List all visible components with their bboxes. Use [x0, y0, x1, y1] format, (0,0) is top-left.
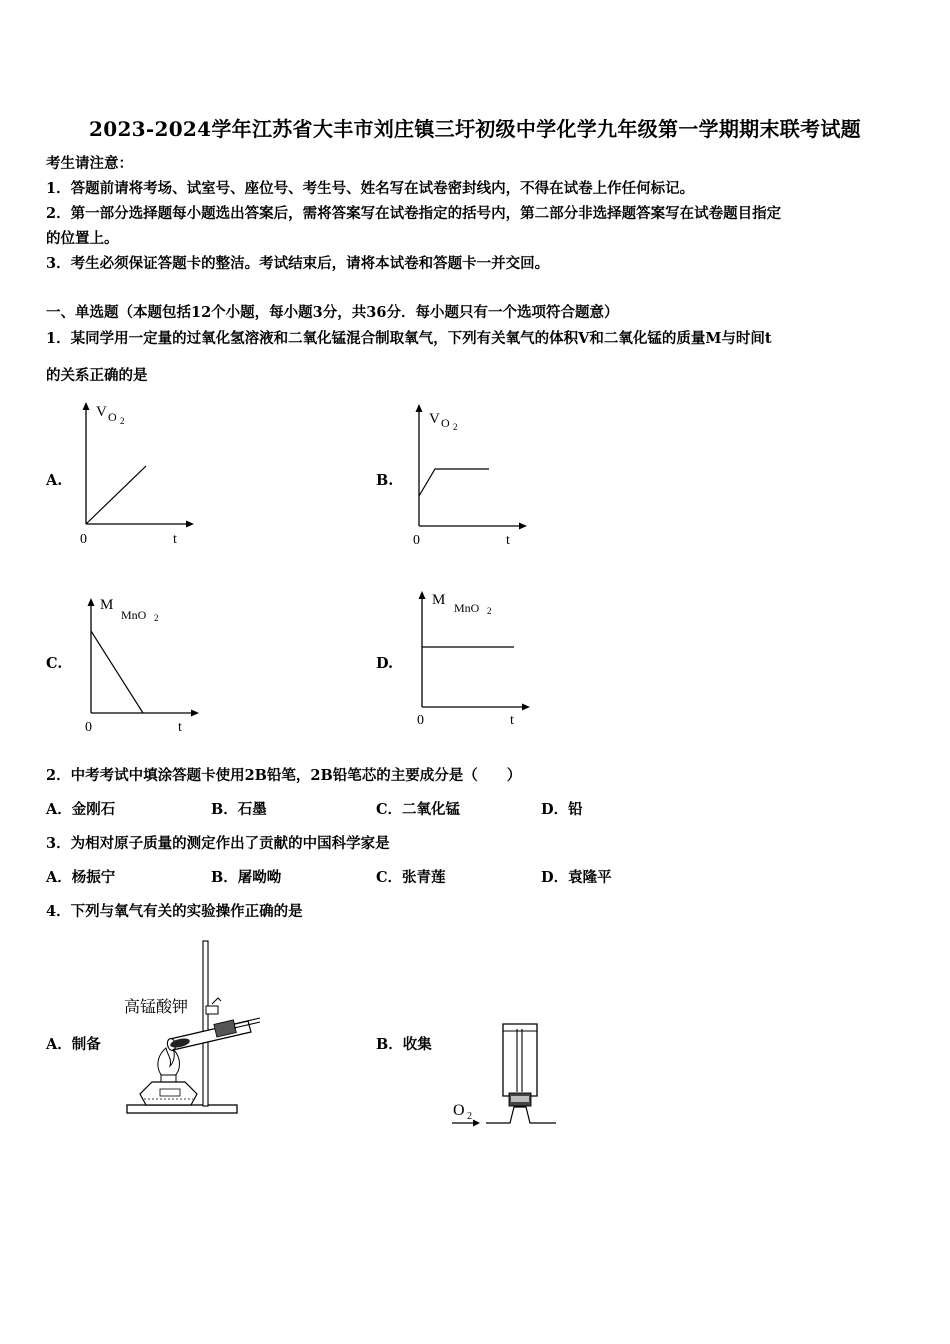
q3-option-d: D．袁隆平	[541, 869, 612, 886]
notice-item-3: 3．考生必须保证答题卡的整洁。考试结束后，请将本试卷和答题卡一并交回。	[46, 255, 550, 272]
graph-b-ysub2: 2	[453, 422, 458, 432]
section-heading: 一、单选题（本题包括12个小题，每小题3分，共36分．每小题只有一个选项符合题意）	[46, 304, 619, 321]
graph-b-origin: 0	[413, 533, 420, 548]
q2-option-a: A．金刚石	[46, 801, 116, 818]
q3-option-a: A．杨振宁	[46, 869, 116, 886]
graph-b-ylabel: V	[429, 411, 440, 427]
apparatus-b-collection-setup	[448, 1018, 563, 1130]
graph-d-xlabel: t	[510, 713, 514, 728]
graph-d-ysub: MnO	[454, 601, 480, 615]
graph-d-ylabel: M	[432, 592, 446, 608]
apparatus-a-heating-setup	[120, 935, 270, 1125]
q3-option-c: C．张青莲	[376, 869, 446, 886]
q4-option-a: A．制备	[46, 1036, 101, 1053]
q1-option-a-label: A.	[46, 472, 63, 489]
apparatus-a-label: 高锰酸钾	[124, 999, 189, 1016]
graph-a-ysub: O	[108, 410, 117, 424]
q1-graph-d	[408, 584, 548, 734]
q1-option-d-label: D.	[376, 655, 394, 672]
graph-c-ysub: MnO	[121, 608, 147, 622]
q3-stem: 3．为相对原子质量的测定作出了贡献的中国科学家是	[46, 835, 390, 852]
q1-graph-b	[405, 400, 545, 550]
apparatus-b-gas-sub: 2	[467, 1111, 472, 1122]
q2-stem: 2．中考考试中填涂答题卡使用2B铅笔，2B铅笔芯的主要成分是（ ）	[46, 767, 522, 784]
q1-graph-a	[72, 398, 212, 548]
graph-d-ysub2: 2	[487, 606, 492, 616]
graph-a-xlabel: t	[173, 532, 177, 547]
q2-option-b: B．石墨	[211, 801, 267, 818]
apparatus-b-gas: O	[453, 1102, 465, 1119]
graph-d-origin: 0	[417, 713, 424, 728]
notice-item-2-cont: 的位置上。	[46, 230, 119, 247]
graph-b-ysub: O	[441, 416, 450, 430]
notice-item-2: 2．第一部分选择题每小题选出答案后，需将答案写在试卷指定的括号内，第二部分非选择题答案写在试卷题目指定	[46, 205, 782, 222]
q1-graph-c	[77, 588, 217, 738]
q1-option-b-label: B.	[376, 472, 394, 489]
q3-option-b: B．屠呦呦	[211, 869, 282, 886]
q4-stem: 4．下列与氧气有关的实验操作正确的是	[46, 903, 303, 920]
graph-a-ylabel: V	[96, 404, 107, 420]
graph-a-origin: 0	[80, 532, 87, 547]
notice-heading: 考生请注意：	[46, 155, 133, 172]
q4-option-b: B．收集	[376, 1036, 432, 1053]
graph-a-ysub2: 2	[120, 416, 125, 426]
graph-a-line	[86, 466, 146, 524]
q1-option-c-label: C.	[46, 655, 63, 672]
graph-c-ysub2: 2	[154, 613, 159, 623]
q1-stem-cont: 的关系正确的是	[46, 367, 148, 384]
page-title: 2023-2024学年江苏省大丰市刘庄镇三圩初级中学化学九年级第一学期期末联考试题	[89, 117, 861, 141]
graph-c-line	[91, 631, 143, 713]
notice-item-1: 1．答题前请将考场、试室号、座位号、考生号、姓名写在试卷密封线内，不得在试卷上作任何标记。	[46, 180, 695, 197]
graph-b-xlabel: t	[506, 533, 510, 548]
graph-c-xlabel: t	[178, 720, 182, 735]
graph-b-line	[419, 469, 489, 496]
graph-c-origin: 0	[85, 720, 92, 735]
q1-stem: 1．某同学用一定量的过氧化氢溶液和二氧化锰混合制取氧气，下列有关氧气的体积V和二氧化锰的质量M与时间t	[46, 330, 772, 347]
q2-option-c: C．二氧化锰	[376, 801, 461, 818]
q2-option-d: D．铅	[541, 801, 583, 818]
graph-c-ylabel: M	[100, 597, 114, 613]
